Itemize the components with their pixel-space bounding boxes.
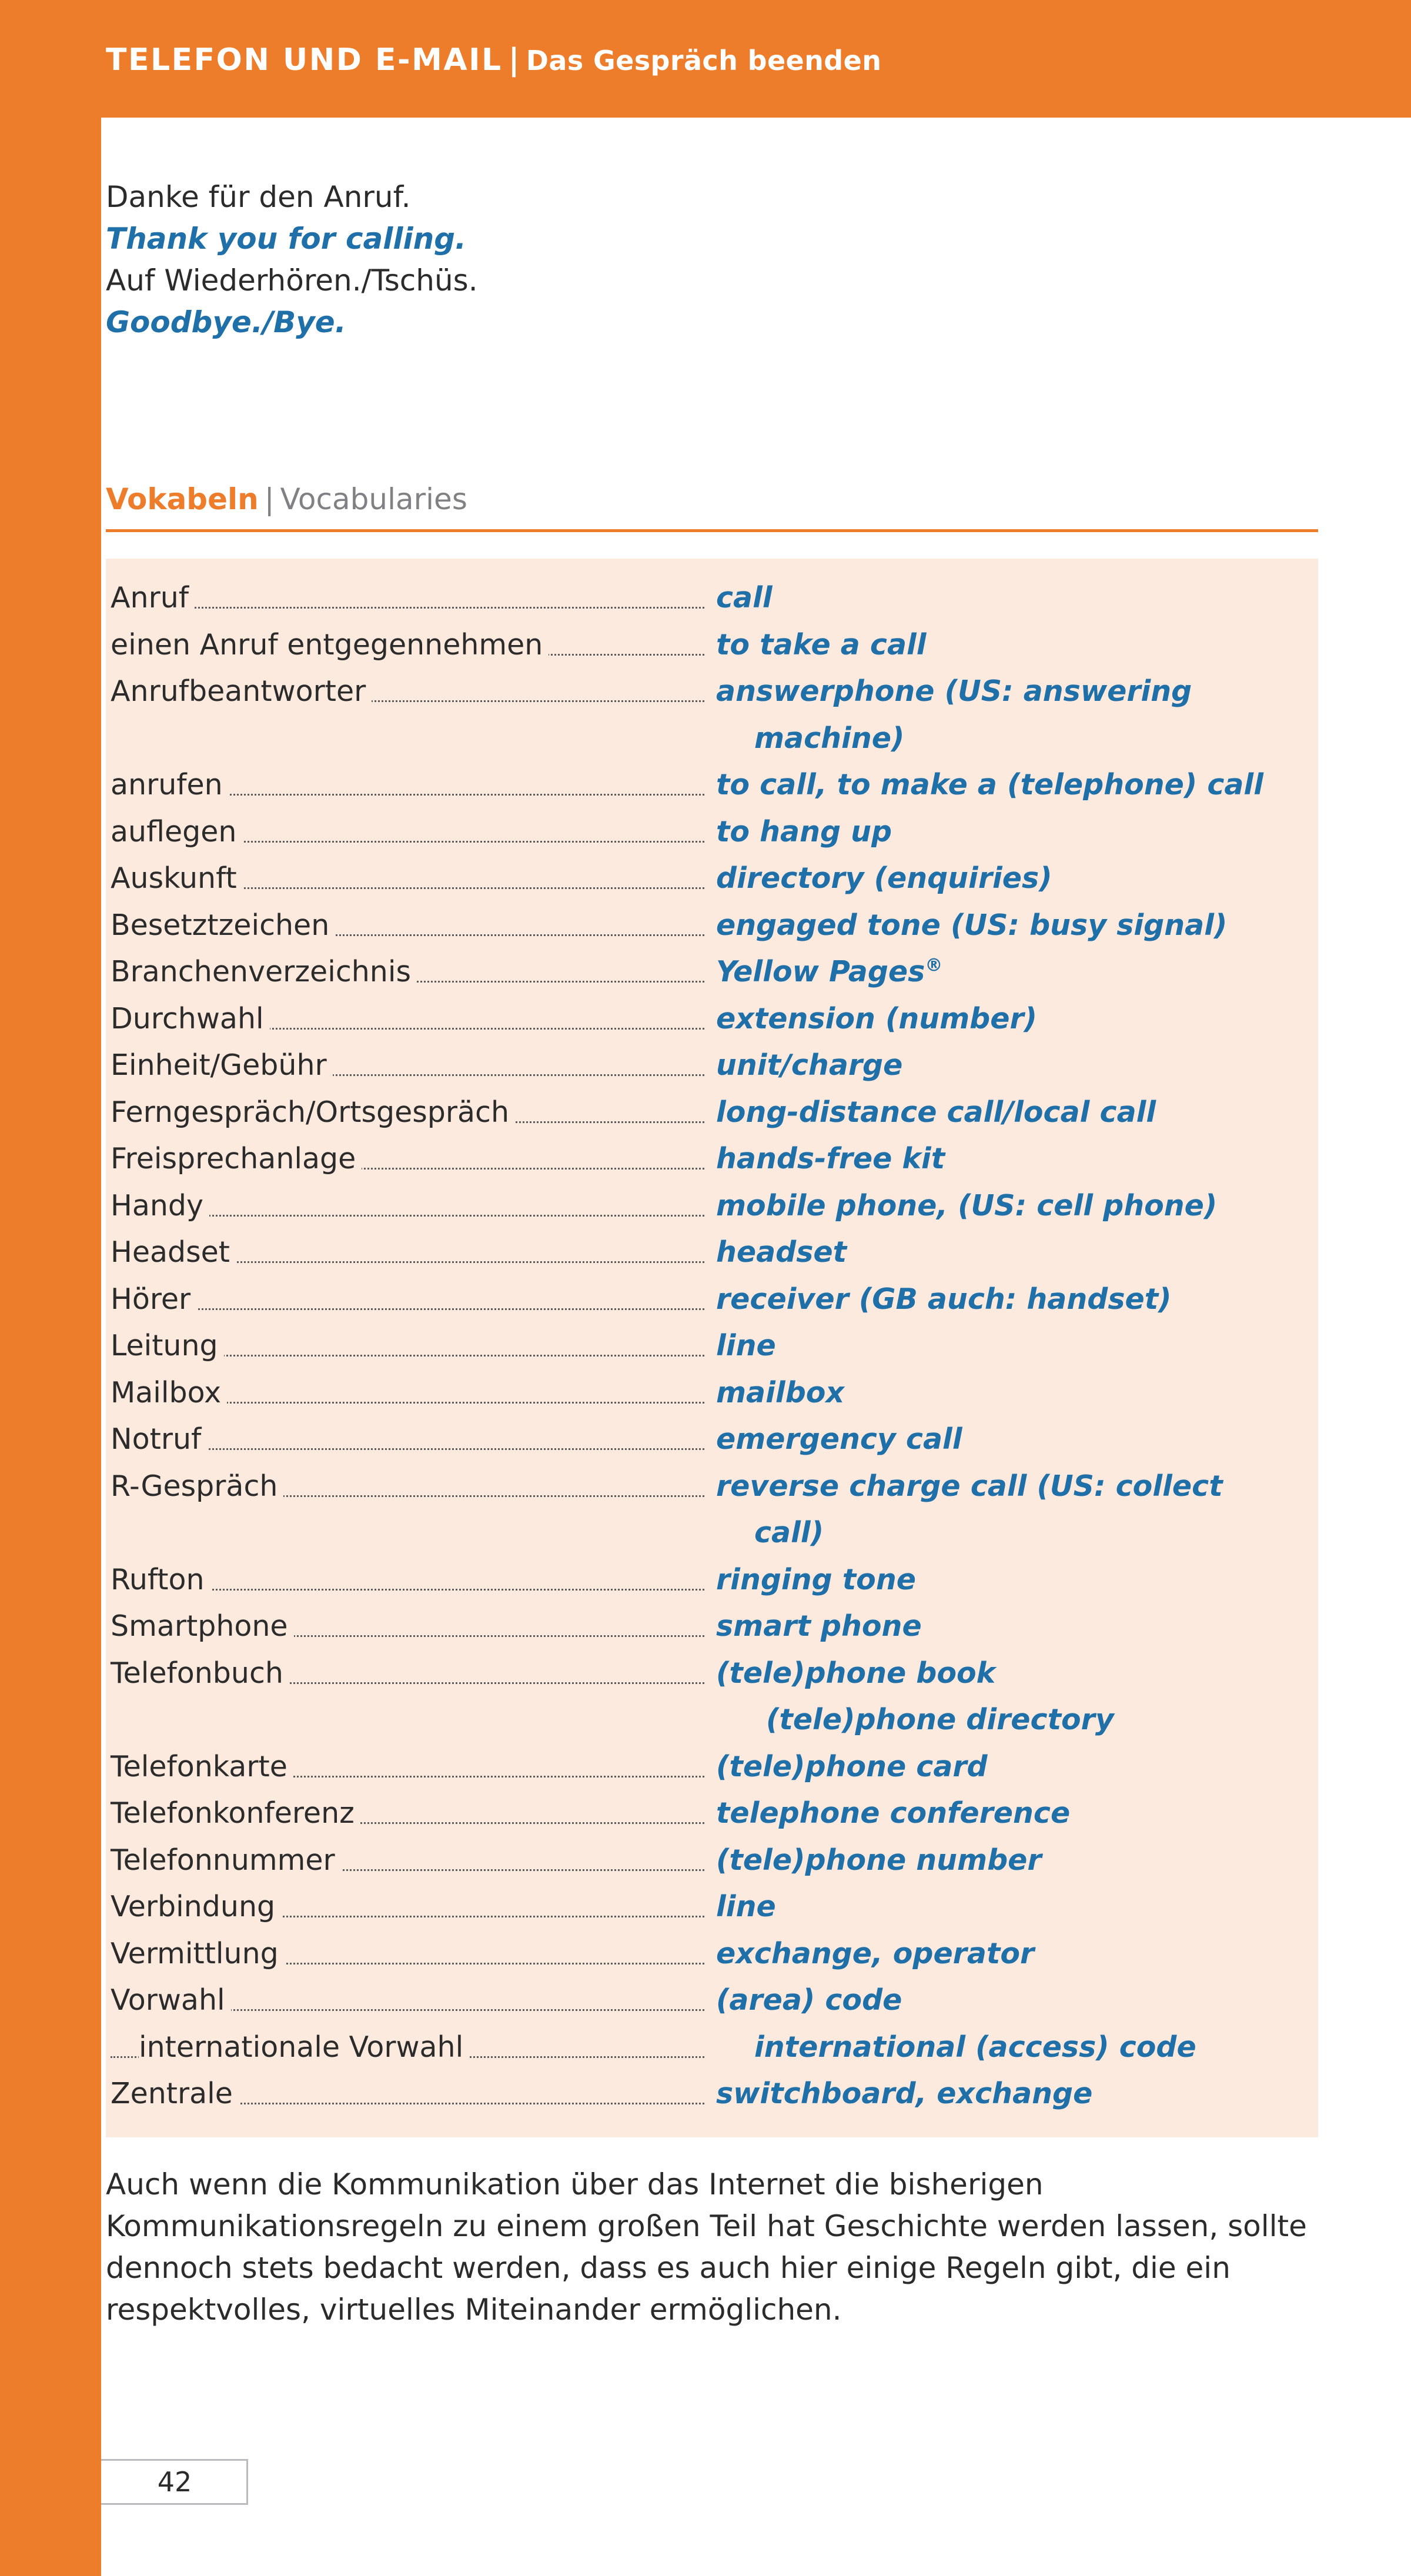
vocabulary-definition: long-distance call/local call	[711, 1095, 1156, 1129]
leader-dots	[111, 1308, 704, 1310]
vocabulary-term: Vorwahl	[111, 1983, 231, 2017]
vocabulary-row	[106, 1418, 1318, 1465]
vocabulary-row	[106, 1465, 1318, 1512]
vocabulary-term: Mailbox	[111, 1376, 227, 1409]
phrase-german-2: Auf Wiederhören./Tschüs.	[106, 263, 478, 298]
phrase-english-2: Goodbye./Bye.	[106, 305, 346, 339]
vocabulary-definition: Yellow Pages®	[711, 955, 942, 988]
vocabulary-definition: international (access) code	[750, 2030, 1196, 2064]
vocabulary-definition: extension (number)	[711, 1002, 1037, 1035]
vocabulary-definition: ringing tone	[711, 1563, 916, 1596]
vocabulary-row	[106, 997, 1318, 1044]
vocabulary-definition: answerphone (US: answering	[711, 674, 1192, 708]
vocabulary-panel	[106, 559, 1318, 2137]
vocabulary-term: internationale Vorwahl	[139, 2030, 469, 2064]
vocabulary-term: Telefonkarte	[111, 1750, 293, 1783]
vocabulary-term: Handy	[111, 1189, 209, 1222]
vocabulary-definition: directory (enquiries)	[711, 861, 1052, 895]
vocabulary-divider-rule	[106, 529, 1318, 532]
vocabulary-definition: call	[711, 581, 773, 614]
vocabulary-row	[106, 904, 1318, 951]
vocabulary-term: Rufton	[111, 1563, 210, 1596]
closing-paragraph: Auch wenn die Kommunikation über das Internet die bisherigen Kommunikationsregeln zu einem großen Teil hat Geschichte werden lassen, sollte dennoch stets bedacht werden, dass es auch hier einige Regeln gibt, die ein respektvolles, virtuelles Miteinander ermöglichen.	[106, 2167, 1307, 2327]
vocabulary-term: Freisprechanlage	[111, 1142, 362, 1175]
page-header-band	[101, 0, 1411, 118]
vocabulary-definition: reverse charge call (US: collect	[711, 1469, 1223, 1503]
vocabulary-row	[106, 1137, 1318, 1184]
vocabulary-definition: emergency call	[711, 1422, 962, 1456]
vocabulary-row	[106, 1745, 1318, 1792]
vocabulary-row	[106, 1044, 1318, 1091]
phrase-german-1: Danke für den Anruf.	[106, 180, 411, 214]
vocabulary-definition: line	[711, 1890, 776, 1923]
vocabulary-definition: to call, to make a (telephone) call	[711, 768, 1263, 801]
vocabulary-term: einen Anruf entgegennehmen	[111, 628, 549, 661]
vocabulary-row	[106, 1278, 1318, 1325]
vocabulary-term: Leitung	[111, 1329, 224, 1362]
page-content	[101, 0, 1411, 2576]
vocabulary-row	[106, 763, 1318, 810]
vocabulary-definition: smart phone	[711, 1609, 922, 1643]
vocabulary-row	[106, 623, 1318, 670]
vocabulary-definition: (area) code	[711, 1983, 902, 2017]
vocabulary-term: Headset	[111, 1235, 236, 1269]
vocabulary-definition: telephone conference	[711, 1796, 1070, 1830]
vocabulary-definition: mobile phone, (US: cell phone)	[711, 1189, 1217, 1222]
vocabulary-definition: to take a call	[711, 628, 927, 661]
vocabulary-row	[106, 1979, 1318, 2026]
vocabulary-row-continuation	[106, 1698, 1318, 1745]
vocabulary-term: Einheit/Gebühr	[111, 1048, 333, 1082]
header-chapter-title: TELEFON UND E-MAIL	[106, 42, 503, 78]
vocabulary-row	[106, 1184, 1318, 1231]
vocabulary-row-continuation	[106, 1511, 1318, 1558]
vocabulary-definition: (tele)phone card	[711, 1750, 988, 1783]
vocabulary-term: R-Gespräch	[111, 1469, 283, 1503]
vocabulary-term: Zentrale	[111, 2077, 239, 2110]
vocabulary-definition: (tele)phone number	[711, 1843, 1042, 1877]
vocabulary-definition-continued: call)	[750, 1516, 824, 1549]
vocabulary-row	[106, 1371, 1318, 1418]
vocabulary-term: auflegen	[111, 815, 242, 848]
vocabulary-list	[106, 576, 1318, 2119]
footer-accent-tab	[0, 2459, 101, 2505]
vocabulary-row	[106, 810, 1318, 857]
vocabulary-term: Verbindung	[111, 1890, 281, 1923]
vocabulary-row	[106, 670, 1318, 717]
vocabulary-term: Telefonnummer	[111, 1843, 341, 1877]
vocabulary-heading-german: Vokabeln	[106, 482, 259, 516]
vocabulary-definition: exchange, operator	[711, 1937, 1034, 1970]
page-header-text	[106, 42, 881, 78]
vocabulary-row-continuation	[106, 717, 1318, 764]
vocabulary-row	[106, 1839, 1318, 1886]
vocabulary-definition-continued: (tele)phone directory	[761, 1703, 1114, 1736]
vocabulary-term: Anrufbeantworter	[111, 674, 372, 708]
vocabulary-row	[106, 576, 1318, 623]
vocabulary-definition: hands-free kit	[711, 1142, 945, 1175]
vocabulary-term: Besetztzeichen	[111, 908, 335, 942]
vocabulary-term: Auskunft	[111, 861, 243, 895]
vocabulary-row-indented	[106, 2026, 1318, 2073]
vocabulary-row	[106, 1652, 1318, 1699]
vocabulary-row	[106, 1932, 1318, 1979]
vocabulary-term: Vermittlung	[111, 1937, 285, 1970]
vocabulary-term: Smartphone	[111, 1609, 294, 1643]
vocabulary-term: Telefonkonferenz	[111, 1796, 360, 1830]
vocabulary-definition: (tele)phone book	[711, 1656, 995, 1690]
vocabulary-definition: switchboard, exchange	[711, 2077, 1092, 2110]
left-edge-accent-bar	[0, 0, 101, 2576]
vocabulary-definition: headset	[711, 1235, 847, 1269]
vocabulary-term: Anruf	[111, 581, 195, 614]
vocabulary-definition: line	[711, 1329, 776, 1362]
vocabulary-row	[106, 857, 1318, 904]
page-number: 42	[157, 2466, 192, 2498]
vocabulary-definition: engaged tone (US: busy signal)	[711, 908, 1227, 942]
vocabulary-term: Hörer	[111, 1282, 196, 1316]
vocabulary-term: Durchwahl	[111, 1002, 270, 1035]
vocabulary-row	[106, 1231, 1318, 1278]
vocabulary-term: Ferngespräch/Ortsgespräch	[111, 1095, 515, 1129]
vocabulary-definition-continued: machine)	[750, 721, 904, 755]
phrase-list	[106, 176, 1340, 343]
vocabulary-heading	[106, 482, 467, 516]
vocabulary-definition: mailbox	[711, 1376, 844, 1409]
vocabulary-term: Branchenverzeichnis	[111, 955, 417, 988]
vocabulary-row	[106, 2072, 1318, 2119]
vocabulary-definition: receiver (GB auch: handset)	[711, 1282, 1172, 1316]
vocabulary-row	[106, 950, 1318, 997]
vocabulary-row	[106, 1885, 1318, 1932]
leader-dots	[111, 607, 704, 609]
phrase-english-1: Thank you for calling.	[106, 222, 466, 256]
vocabulary-row	[106, 1324, 1318, 1371]
vocabulary-row	[106, 1091, 1318, 1138]
vocabulary-term: anrufen	[111, 768, 229, 801]
vocabulary-row	[106, 1792, 1318, 1839]
vocabulary-heading-english: Vocabularies	[280, 482, 467, 516]
vocabulary-row	[106, 1605, 1318, 1652]
vocabulary-term: Notruf	[111, 1422, 207, 1456]
vocabulary-definition: unit/charge	[711, 1048, 902, 1082]
header-separator: |	[508, 42, 520, 78]
vocabulary-row	[106, 1558, 1318, 1605]
vocabulary-term: Telefonbuch	[111, 1656, 289, 1690]
header-section-subtitle: Das Gespräch beenden	[526, 45, 882, 76]
vocabulary-definition: to hang up	[711, 815, 892, 848]
vocabulary-heading-separator: |	[264, 482, 275, 516]
